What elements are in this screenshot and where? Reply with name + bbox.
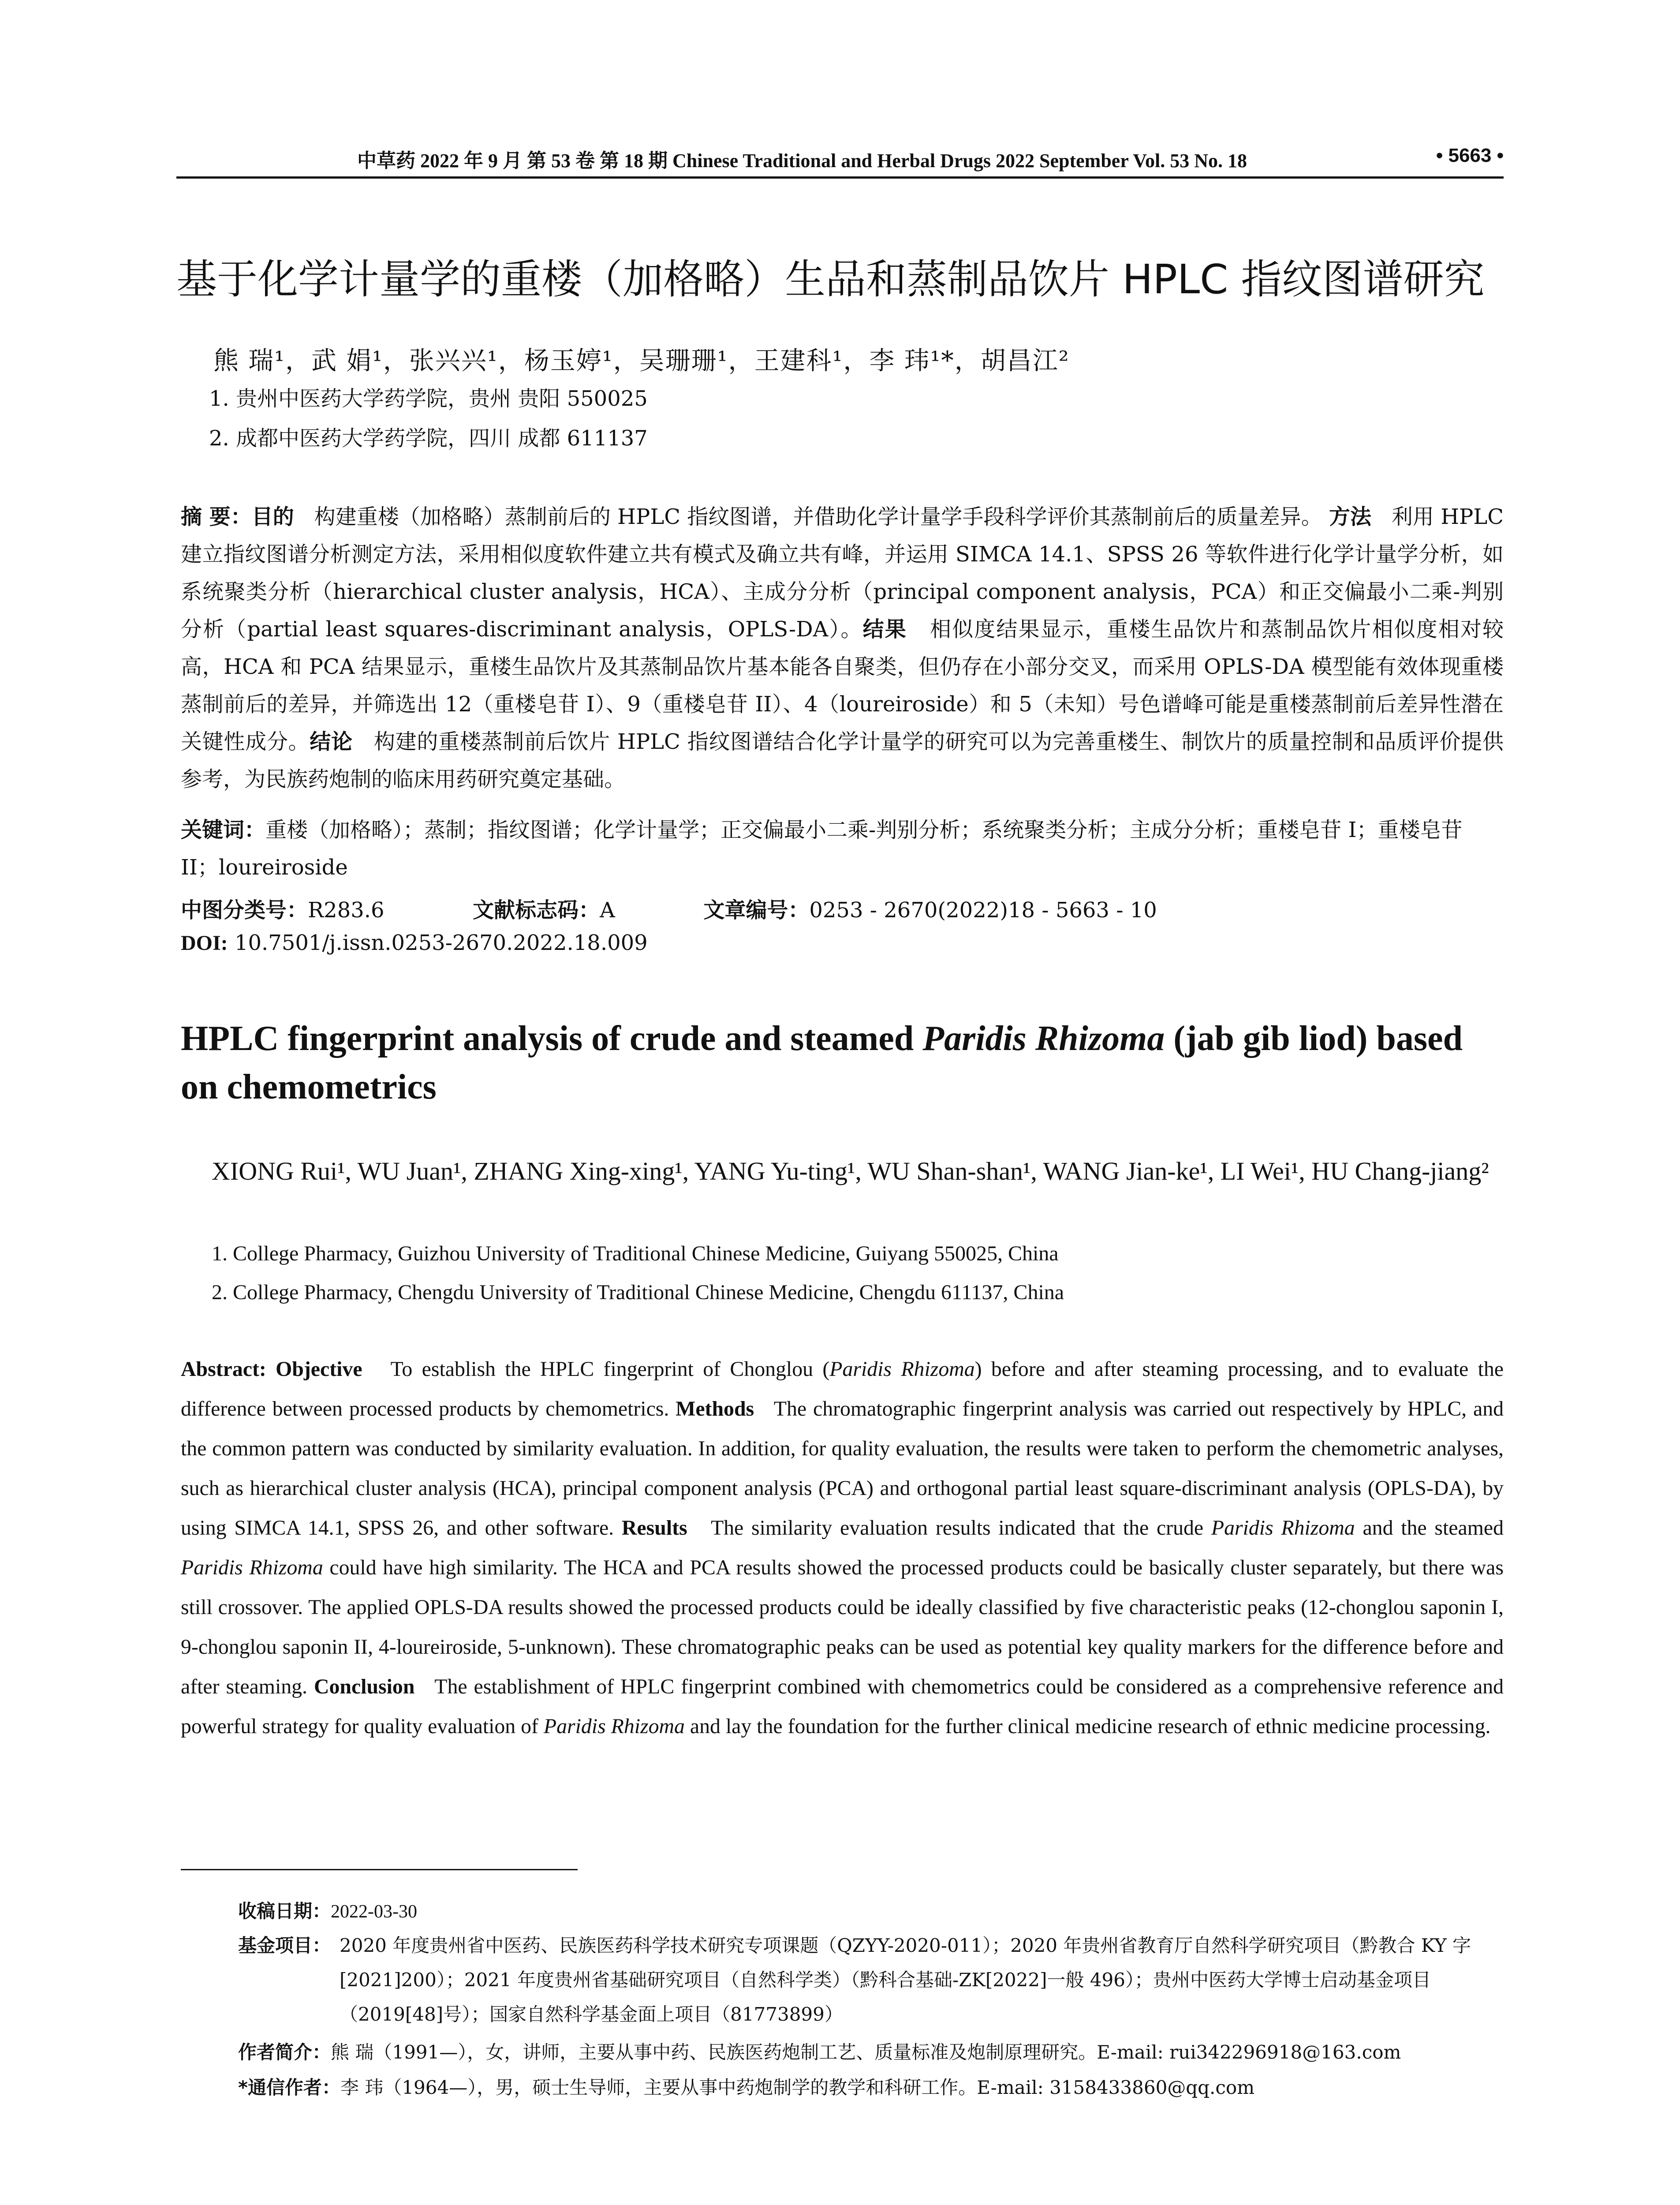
english-title-part2: (jab gib liod) based on chemometrics bbox=[181, 1019, 1463, 1106]
results-label: 结果 bbox=[862, 617, 907, 642]
fund-label: 基金项目： bbox=[238, 1935, 331, 1956]
results-italic-1: Paridis Rhizoma bbox=[1211, 1516, 1355, 1540]
conclusion-italic: Paridis Rhizoma bbox=[543, 1715, 685, 1738]
footnote-fund bbox=[238, 1928, 1504, 2034]
header-rule bbox=[176, 176, 1504, 179]
english-authors: XIONG Rui¹, WU Juan¹, ZHANG Xing-xing¹, YANG Yu-ting¹, WU Shan-shan¹, WANG Jian-ke¹, LI Wei¹, HU Chang-jiang² bbox=[212, 1157, 1489, 1185]
clc-label: 中图分类号： bbox=[181, 898, 308, 923]
chinese-title: 基于化学计量学的重楼（加格略）生品和蒸制品饮片 HPLC 指纹图谱研究 bbox=[176, 256, 1485, 303]
clc-value: R283.6 bbox=[308, 898, 385, 923]
doi-row bbox=[181, 931, 648, 955]
doi-value: 10.7501/j.issn.0253-2670.2022.18.009 bbox=[234, 931, 648, 955]
results-text: 相似度结果显示，重楼生品饮片和蒸制品饮片相似度相对较高，HCA 和 PCA 结果显示，重楼生品饮片及其蒸制品饮片基本能各自聚类，但仍存在小部分交叉，而采用 OPLS-DA 模型能有效体现重楼蒸制前后的差异，并筛选出 12（重楼皂苷 I）、9（重楼皂苷 II）、4（loureiroside）和 5（未知）号色谱峰可能是重楼蒸制前后差异性潜在关键性成分。 bbox=[181, 617, 1504, 754]
chinese-affiliation-2: 2. 成都中医药大学药学院，四川 成都 611137 bbox=[209, 426, 648, 451]
results-text-a: The similarity evaluation results indicated that the crude bbox=[710, 1516, 1211, 1540]
corresponding-text: 李 玮（1964—），男，硕士生导师，主要从事中药炮制学的教学和科研工作。E-mail: 3158433860@qq.com bbox=[340, 2077, 1255, 2098]
abstract-label: 摘 要： bbox=[181, 505, 252, 529]
conclusion-text-a: The establishment of HPLC fingerprint combined with chemometrics could be considered as a comprehensive reference and powerful strategy for quality evaluation of bbox=[181, 1675, 1504, 1738]
methods-text-en: The chromatographic fingerprint analysis was carried out respectively by HPLC, and the common pattern was conducted by similarity evaluation. In addition, for quality evaluation, the results were taken to perform the chemometric analyses, such as hierarchical cluster analysis (HCA), principal component analysis (PCA) and orthogonal partial least square-discriminant analysis (OPLS-DA), by using SIMCA 14.1, SPSS 26, and other software. bbox=[181, 1397, 1504, 1540]
results-label-en: Results bbox=[621, 1516, 687, 1540]
author-bio-label: 作者简介： bbox=[238, 2041, 331, 2063]
results-italic-2: Paridis Rhizoma bbox=[181, 1556, 323, 1579]
conclusion-text-b: and lay the foundation for the further clinical medicine research of ethnic medicine processing. bbox=[684, 1715, 1491, 1738]
objective-text-a: To establish the HPLC fingerprint of Chonglou ( bbox=[390, 1357, 830, 1381]
footnote-author bbox=[238, 2035, 1504, 2070]
keywords-label: 关键词： bbox=[181, 818, 266, 842]
abstract-objective-label: Abstract: Objective bbox=[181, 1357, 362, 1381]
chinese-authors: 熊 瑞¹，武 娟¹，张兴兴¹，杨玉婷¹，吴珊珊¹，王建科¹，李 玮¹*，胡昌江² bbox=[213, 346, 1070, 375]
conclusion-label-en: Conclusion bbox=[314, 1675, 415, 1698]
objective-text-b: ) before and after steaming processing, and to evaluate the difference between processed products by chemometrics. bbox=[181, 1357, 1504, 1420]
fund-text: 2020 年度贵州省中医药、民族医药科学技术研究专项课题（QZYY-2020-011）；2020 年贵州省教育厅自然科学研究项目（黔教合 KY 字[2021]200）；2021 年度贵州省基础研究项目（自然科学类）（黔科合基础-ZK[2022]一般 496）；贵州中医药大学博士启动基金项目（2019[48]号）；国家自然科学基金面上项目（81773899） bbox=[340, 1935, 1471, 2025]
received-label: 收稿日期： bbox=[238, 1900, 331, 1922]
author-bio-text: 熊 瑞（1991—），女，讲师，主要从事中药、民族医药炮制工艺、质量标准及炮制原理研究。E-mail: rui342296918@163.com bbox=[331, 2041, 1401, 2063]
objective-label: 目的 bbox=[251, 505, 294, 529]
running-header bbox=[176, 142, 1504, 170]
english-title-italic: Paridis Rhizoma bbox=[922, 1019, 1165, 1058]
english-title bbox=[181, 1014, 1504, 1111]
doc-code-value: A bbox=[600, 898, 615, 923]
footnote-rule bbox=[181, 1869, 578, 1870]
methods-label-en: Methods bbox=[676, 1397, 754, 1420]
english-affiliation-1: 1. College Pharmacy, Guizhou University of Traditional Chinese Medicine, Guiyang 550025, China bbox=[212, 1242, 1059, 1265]
results-text-c: could have high similarity. The HCA and PCA results showed the processed products could be basically cluster separately, but there was still crossover. The applied OPLS-DA results showed the processed products could be ideally classified by five characteristic peaks (12-chonglou saponin I, 9-chonglou saponin II, 4-loureiroside, 5-unknown). These chromatographic peaks can be used as potential key quality markers for the difference before and after steaming. bbox=[181, 1556, 1504, 1698]
keywords bbox=[181, 811, 1504, 886]
doc-code-label: 文献标志码： bbox=[473, 898, 600, 923]
objective-italic: Paridis Rhizoma bbox=[829, 1357, 975, 1381]
objective-text: 构建重楼（加格略）蒸制前后的 HPLC 指纹图谱，并借助化学计量学手段科学评价其蒸制前后的质量差异。 bbox=[314, 505, 1322, 529]
footnote-received bbox=[238, 1894, 1504, 1929]
methods-label: 方法 bbox=[1329, 505, 1372, 529]
received-date: 2022-03-30 bbox=[331, 1902, 417, 1922]
english-abstract bbox=[181, 1349, 1504, 1746]
classification-row bbox=[181, 893, 1157, 923]
journal-citation: 中草药 2022 年 9 月 第 53 卷 第 18 期 Chinese Traditional and Herbal Drugs 2022 September Vol. 53 No. 18 bbox=[357, 150, 1247, 172]
results-text-b: and the steamed bbox=[1355, 1516, 1504, 1540]
article-no-value: 0253 - 2670(2022)18 - 5663 - 10 bbox=[809, 898, 1157, 923]
footnote-corresponding bbox=[238, 2070, 1504, 2105]
methods-text: 利用 HPLC 建立指纹图谱分析测定方法，采用相似度软件建立共有模式及确立共有峰，并运用 SIMCA 14.1、SPSS 26 等软件进行化学计量学分析，如系统聚类分析（hierarchical cluster analysis，HCA）、主成分分析（principal component analysis，PCA）和正交偏最小二乘-判别分析（partial least squares-discriminant analysis，OPLS-DA）。 bbox=[181, 505, 1504, 642]
conclusion-text: 构建的重楼蒸制前后饮片 HPLC 指纹图谱结合化学计量学的研究可以为完善重楼生、制饮片的质量控制和品质评价提供参考，为民族药炮制的临床用药研究奠定基础。 bbox=[181, 729, 1504, 792]
english-affiliation-2: 2. College Pharmacy, Chengdu University of Traditional Chinese Medicine, Chengdu 611137, China bbox=[212, 1281, 1064, 1304]
doi-label: DOI: bbox=[181, 931, 228, 955]
keywords-text: 重楼（加格略）；蒸制；指纹图谱；化学计量学；正交偏最小二乘-判别分析；系统聚类分析；主成分分析；重楼皂苷 I；重楼皂苷 II；loureiroside bbox=[181, 818, 1463, 880]
chinese-affiliation-1: 1. 贵州中医药大学药学院，贵州 贵阳 550025 bbox=[209, 386, 648, 411]
corresponding-label: *通信作者： bbox=[238, 2077, 340, 2098]
page-number: • 5663 • bbox=[1436, 145, 1504, 166]
chinese-abstract bbox=[181, 498, 1504, 798]
article-no-label: 文章编号： bbox=[703, 898, 810, 923]
conclusion-label: 结论 bbox=[310, 729, 353, 754]
english-title-part1: HPLC fingerprint analysis of crude and steamed bbox=[181, 1019, 923, 1058]
